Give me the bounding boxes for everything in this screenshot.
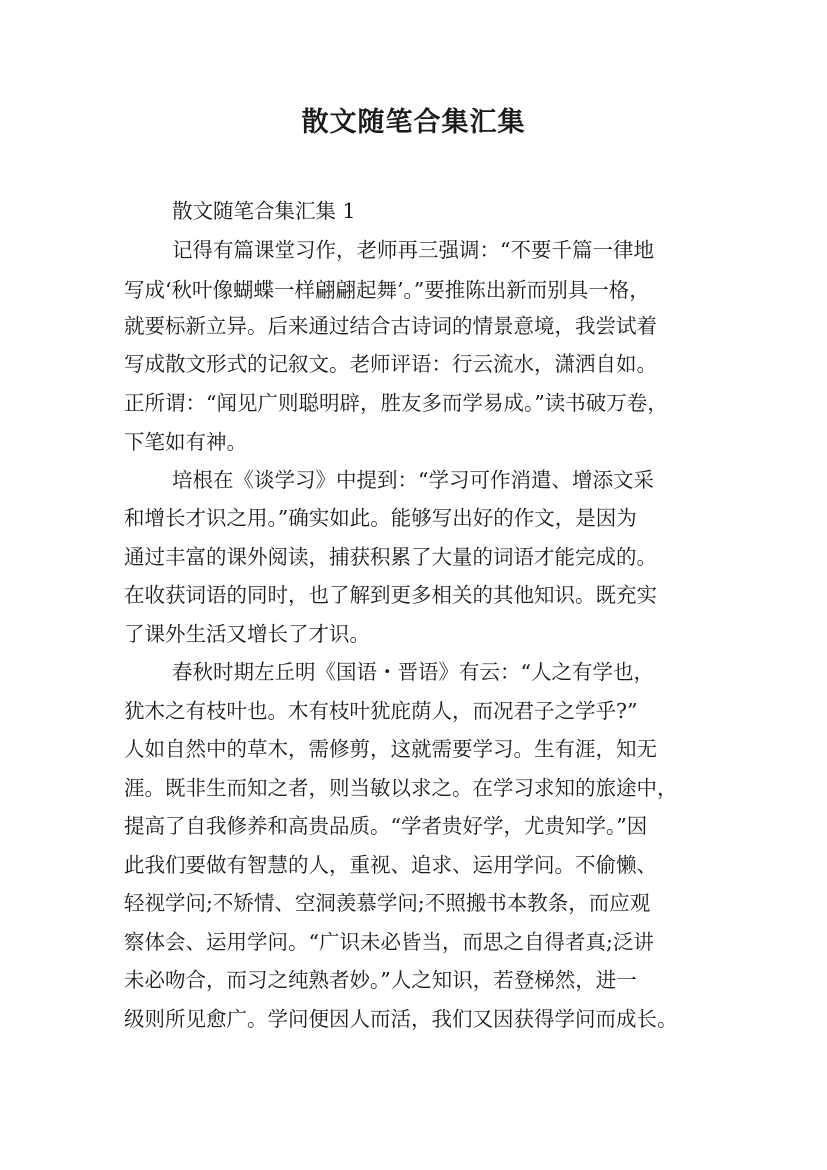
paragraph-line: 了课外生活又增长了才识。 xyxy=(124,622,370,646)
paragraph-line: 级则所见愈广。学问便因人而活，我们又因获得学问而成长。 xyxy=(124,1007,678,1031)
paragraph-line: 写成‘秋叶像蝴蝶一样翩翩起舞’。”要推陈出新而别具一格， xyxy=(124,278,650,302)
paragraph-line: 涯。既非生而知之者，则当敏以求之。在学习求知的旅途中， xyxy=(124,776,678,800)
paragraph-line: 春秋时期左丘明《国语・晋语》有云：“人之有学也， xyxy=(172,660,654,684)
paragraph-line: 培根在《谈学习》中提到：“学习可作消遣、增添文采 xyxy=(172,468,654,492)
paragraph-line: 在收获词语的同时，也了解到更多相关的其他知识。既充实 xyxy=(124,583,657,607)
paragraph-line: 通过丰富的课外阅读，捕获积累了大量的词语才能完成的。 xyxy=(124,545,657,569)
paragraph-line: 和增长才识之用。”确实如此。能够写出好的作文，是因为 xyxy=(124,506,637,530)
paragraph-line: 就要标新立异。后来通过结合古诗词的情景意境，我尝试着 xyxy=(124,314,657,338)
paragraph-line: 犹木之有枝叶也。木有枝叶犹庇荫人，而况君子之学乎?” xyxy=(124,699,638,723)
paragraph-line: 此我们要做有智慧的人，重视、追求、运用学问。不偷懒、 xyxy=(124,853,657,877)
document-title: 散文随笔合集汇集 xyxy=(301,107,526,138)
paragraph-line: 人如自然中的草木，需修剪，这就需要学习。生有涯，知无 xyxy=(124,737,657,761)
paragraph-line: 正所谓：“闻见广则聪明辟，胜友多而学易成。”读书破万卷， xyxy=(124,391,668,415)
paragraph-line: 写成散文形式的记叙文。老师评语：行云流水，潇洒自如。 xyxy=(124,352,657,376)
paragraph-line: 察体会、运用学问。“广识未必皆当，而思之自得者真;泛讲 xyxy=(124,930,654,954)
paragraph-line: 提高了自我修养和高贵品质。“学者贵好学，尤贵知学。”因 xyxy=(124,814,648,838)
paragraph-line: 记得有篇课堂习作，老师再三强调：“不要千篇一律地 xyxy=(172,238,654,262)
paragraph-line: 轻视学问;不矫情、空洞羡慕学问;不照搬书本教条，而应观 xyxy=(124,891,651,915)
section-heading: 散文随笔合集汇集 1 xyxy=(172,199,356,223)
paragraph-line: 下笔如有神。 xyxy=(124,430,247,454)
paragraph-line: 未必吻合，而习之纯熟者妙。”人之知识，若登梯然，进一 xyxy=(124,968,637,992)
